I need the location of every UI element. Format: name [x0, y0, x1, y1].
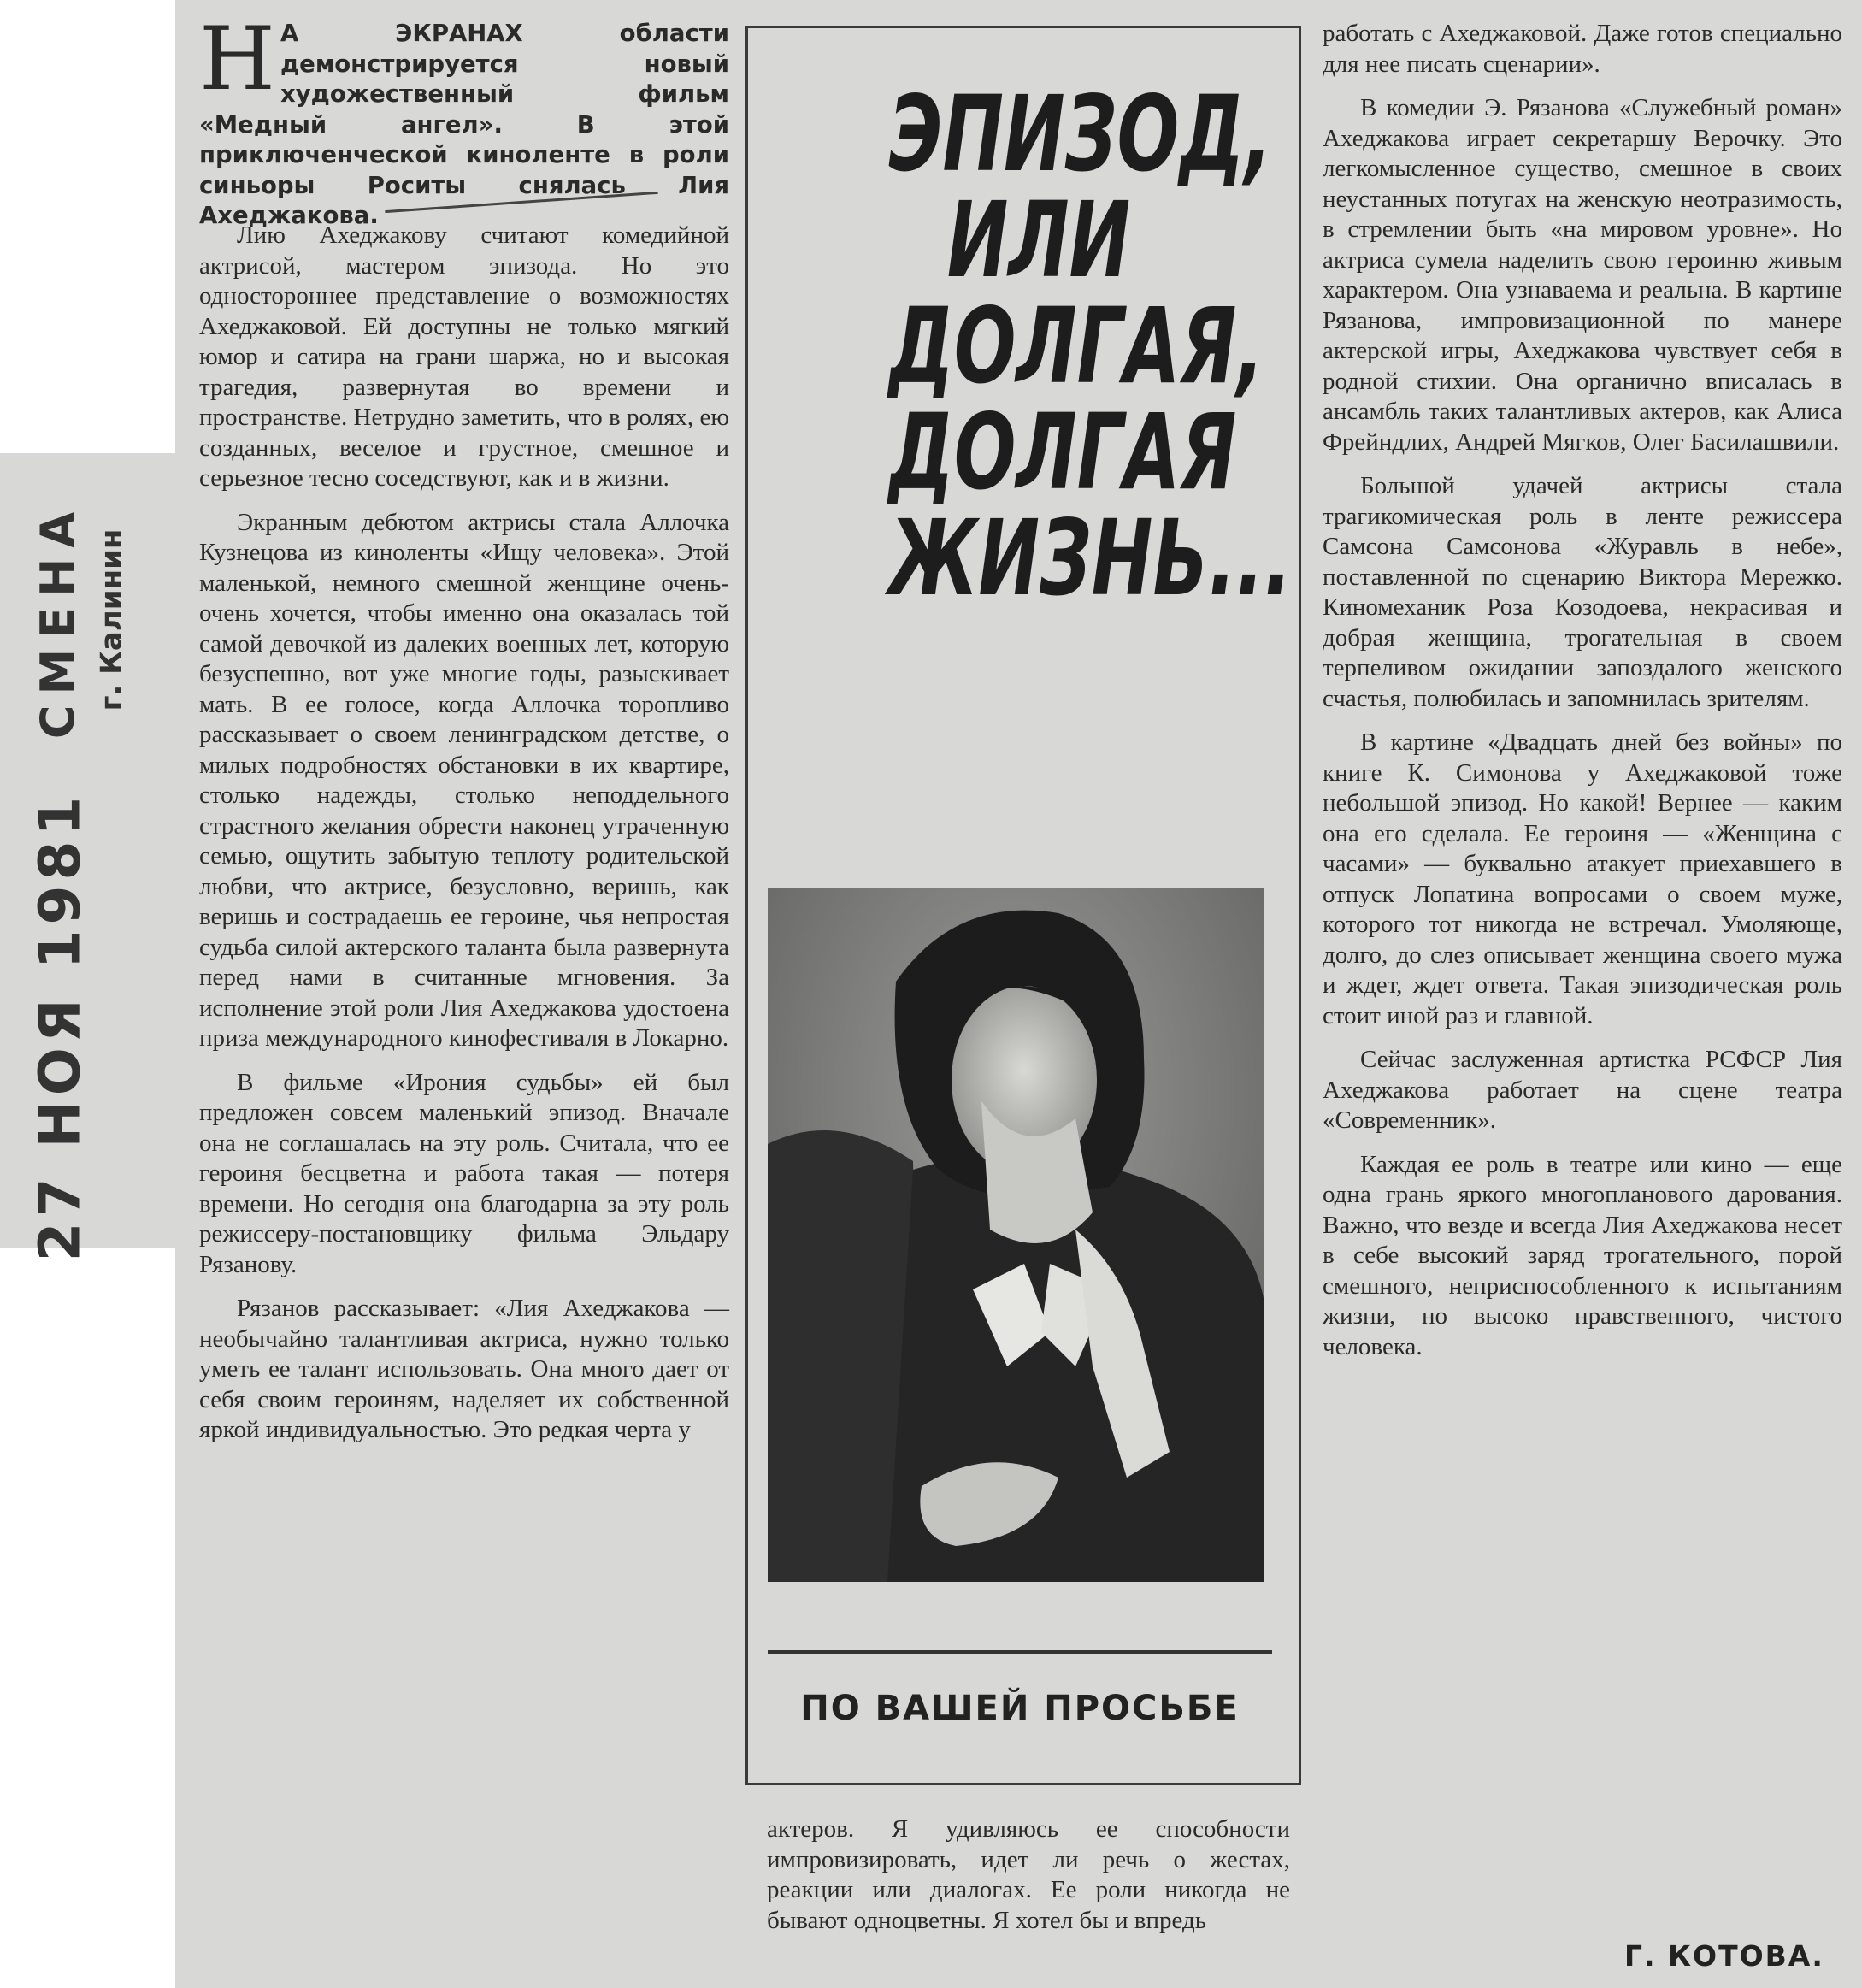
paragraph: Большой удачей актрисы стала трагикомическая роль в ленте режиссера Самсона Самсонова «Журавль в небе», поставленной по сценарию Виктора Мережко. Киномеханик Роза Козодоева, некрасивая и добрая женщина, трогательная в своем терпеливом ожидании запоздалого женского счастья, полюбилась и запомнилась зрителям.	[1323, 472, 1842, 712]
paragraph: актеров. Я удивляюсь ее способности импровизировать, идет ли речь о жестах, реакции или диалогах. Ее роли никогда не бывают одноцветны. Я хотел бы и впредь	[767, 1815, 1290, 1934]
actress-portrait-photo	[768, 888, 1264, 1582]
middle-bottom-column	[767, 1814, 1290, 1936]
paragraph: Сейчас заслуженная артистка РСФСР Лия Ахеджакова работает на сцене театра «Современник».	[1323, 1046, 1842, 1134]
author-signature: Г. КОТОВА.	[1624, 1939, 1824, 1973]
paragraph: В картине «Двадцать дней без войны» по книге К. Симонова у Ахеджаковой тоже небольшой эпизод. Но какой! Вернее — каким она его сделала. Ее героиня — «Женщина с часами» — буквально атакует приехавшего в отпуск Лопатина вопросами о своем муже, которого тот никогда не встречал. Умоляюще, долго, до слез описывает женщина своего мужа и ждет, ждет ответа. Такая эпизодическая роль стоит иной раз и главной.	[1323, 729, 1842, 1029]
headline-line: ДОЛГАЯ,	[888, 286, 1264, 407]
paragraph: работать с Ахеджаковой. Даже готов специально для нее писать сценарии».	[1323, 20, 1842, 78]
headline-line: ИЛИ	[946, 180, 1131, 301]
stamp-city: г. Калинин	[94, 528, 129, 711]
right-column	[1323, 19, 1842, 1362]
article-headline	[846, 74, 1293, 619]
left-column	[199, 221, 729, 1446]
lead-text: А ЭКРАНАХ области демонстрируется новый художественный фильм «Медный ангел». В этой приключенческой киноленте в роли синьоры Роситы снялась Лия Ахеджакова.	[199, 20, 729, 229]
headline-line: ЭПИЗОД,	[888, 74, 1272, 195]
paragraph: В комедии Э. Рязанова «Служебный роман» Ахеджакова играет секретаршу Верочку. Это легкомысленное существо, смешное в своих неустанных потугах на женскую неотразимость, в стремлении быть «на мировом уровне». Но актриса сумела наделить свою героиню живым характером. Она узнаваема и реальна. В картине Рязанова, импровизационной по манере актерской игры, Ахеджакова чувствует себя в родной стихии. Она органично вписалась в ансамбль таких талантливых актеров, как Алиса Фрейндлих, Андрей Мягков, Олег Басилашвили.	[1323, 94, 1842, 456]
paragraph: В фильме «Ирония судьбы» ей был предложен совсем маленький эпизод. Вначале она не соглашалась на эту роль. Считала, что ее героиня бесцветна и работа такая — потеря времени. Но сегодня она благодарна за эту роль режиссеру-постановщику фильма Эльдару Рязанову.	[199, 1068, 729, 1278]
paragraph: Рязанов рассказывает: «Лия Ахеджакова — необычайно талантливая актриса, нужно только уметь ее талант использовать. Она много дает от себя своим героиням, наделяет их собственной яркой индивидуальностью. Это редкая черта у	[199, 1295, 729, 1443]
stamp-date: 27 НОЯ 1981	[27, 791, 93, 1261]
stamp-newspaper-name: СМЕНА	[31, 501, 85, 739]
paragraph: Лию Ахеджакову считают комедийной актрисой, мастером эпизода. Но это одностороннее представление о возможностях Ахеджаковой. Ей доступны не только мягкий юмор и сатира на грани шаржа, но и высокая трагедия, развернутая во времени и пространстве. Нетрудно заметить, что в ролях, ею созданных, веселое и грустное, смешное и серьезное тесно соседствуют, как и в жизни.	[199, 221, 729, 492]
paragraph: Каждая ее роль в театре или кино — еще одна грань яркого многопланового дарования. Важно, что везде и всегда Лия Ахеджакова несет в себе высокий заряд трогательного, порой смешного, неприспособленного к испытаниям жизни, но высоко нравственного, чистого человека.	[1323, 1150, 1842, 1360]
rubric-label: ПО ВАШЕЙ ПРОСЬБЕ	[800, 1689, 1240, 1728]
headline-line: ДОЛГАЯ	[888, 392, 1237, 513]
article-lead	[199, 9, 729, 232]
paragraph: Экранным дебютом актрисы стала Аллочка Кузнецова из киноленты «Ищу человека». Этой маленькой, немного смешной женщине очень-очень хочется, чтобы именно она оказалась той самой девочкой из далеких военных лет, которую безуспешно, вот уже многие годы, разыскивает мать. В ее голосе, когда Аллочка торопливо рассказывает о своем ленинградском детстве, о милых подробностях обстановки в их квартире, столько надежды, столько неподдельного страстного желания обрести наконец утраченную семью, ощутить забытую теплоту родительской любви, что актрисе, безусловно, веришь, как веришь и сострадаешь ее героине, чья непростая судьба силой актерского таланта была развернута перед нами в считанные мгновения. За исполнение этой роли Лия Ахеджакова удостоена приза международного кинофестиваля в Локарно.	[199, 508, 729, 1052]
drop-cap: Н	[199, 9, 275, 110]
portrait-illustration	[768, 888, 1264, 1582]
headline-line: ЖИЗНЬ...	[888, 498, 1293, 619]
rubric-rule	[768, 1650, 1272, 1654]
